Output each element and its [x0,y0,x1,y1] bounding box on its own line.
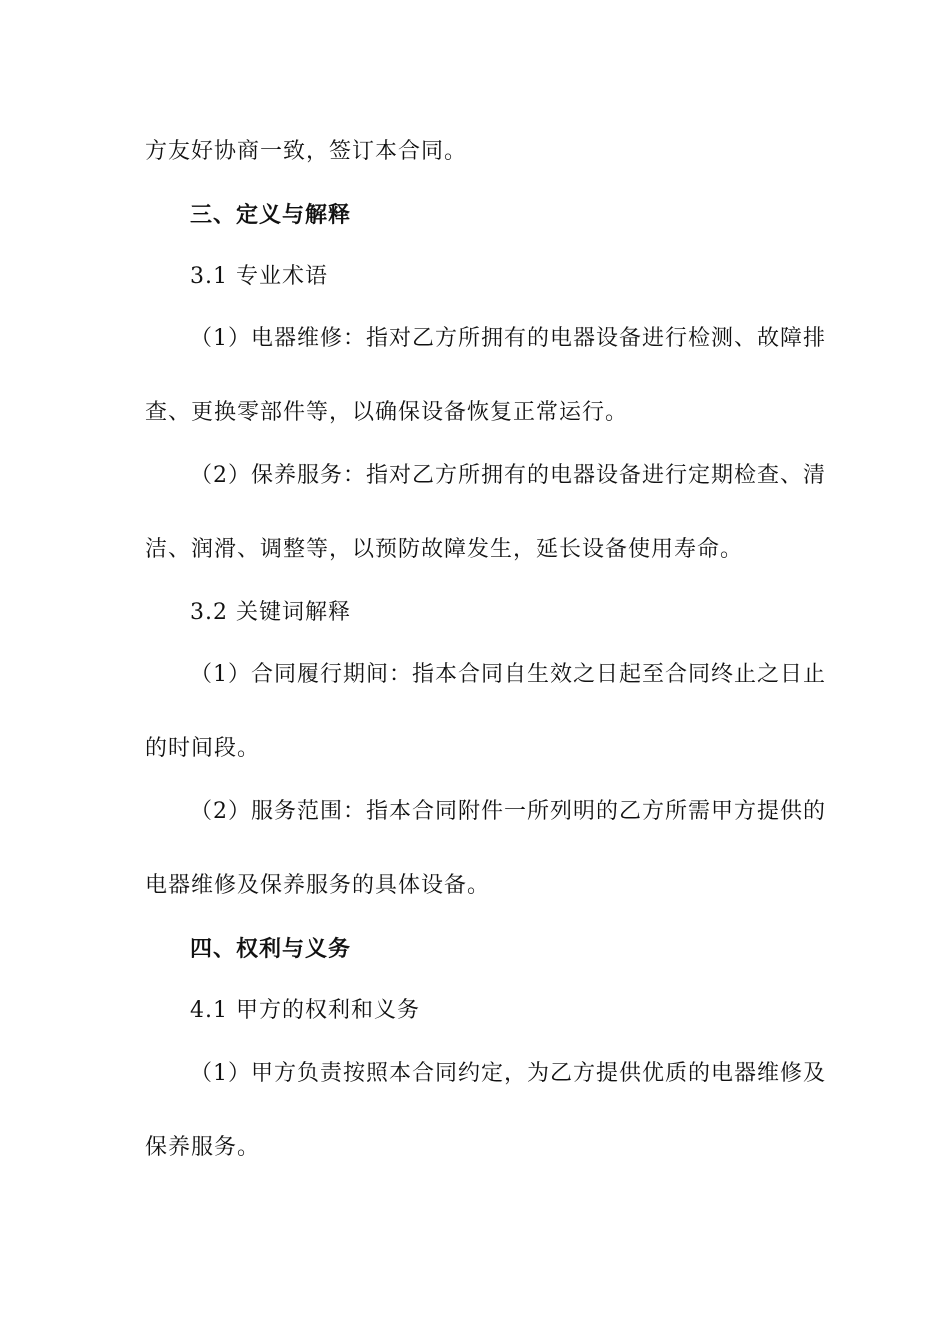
paragraph-line: （1）甲方负责按照本合同约定，为乙方提供优质的电器维修及 [190,1061,826,1086]
subsection-heading: 4.1 甲方的权利和义务 [190,998,420,1023]
subsection-heading: 3.2 关键词解释 [190,600,351,625]
paragraph-line: （2）保养服务：指对乙方所拥有的电器设备进行定期检查、清 [190,463,826,488]
paragraph-line: （1）电器维修：指对乙方所拥有的电器设备进行检测、故障排 [190,326,826,351]
section-heading: 三、定义与解释 [190,202,352,228]
paragraph-line: 电器维修及保养服务的具体设备。 [145,873,491,898]
paragraph-line: （2）服务范围：指本合同附件一所列明的乙方所需甲方提供的 [190,799,826,824]
paragraph-line: 方友好协商一致，签订本合同。 [145,139,468,164]
paragraph-line: 的时间段。 [145,736,261,761]
subsection-heading: 3.1 专业术语 [190,264,328,289]
paragraph-line: （1）合同履行期间：指本合同自生效之日起至合同终止之日止 [190,662,826,687]
section-heading: 四、权利与义务 [190,936,352,962]
paragraph-line: 查、更换零部件等，以确保设备恢复正常运行。 [145,400,629,425]
paragraph-line: 保养服务。 [145,1135,261,1160]
paragraph-line: 洁、润滑、调整等，以预防故障发生，延长设备使用寿命。 [145,537,744,562]
